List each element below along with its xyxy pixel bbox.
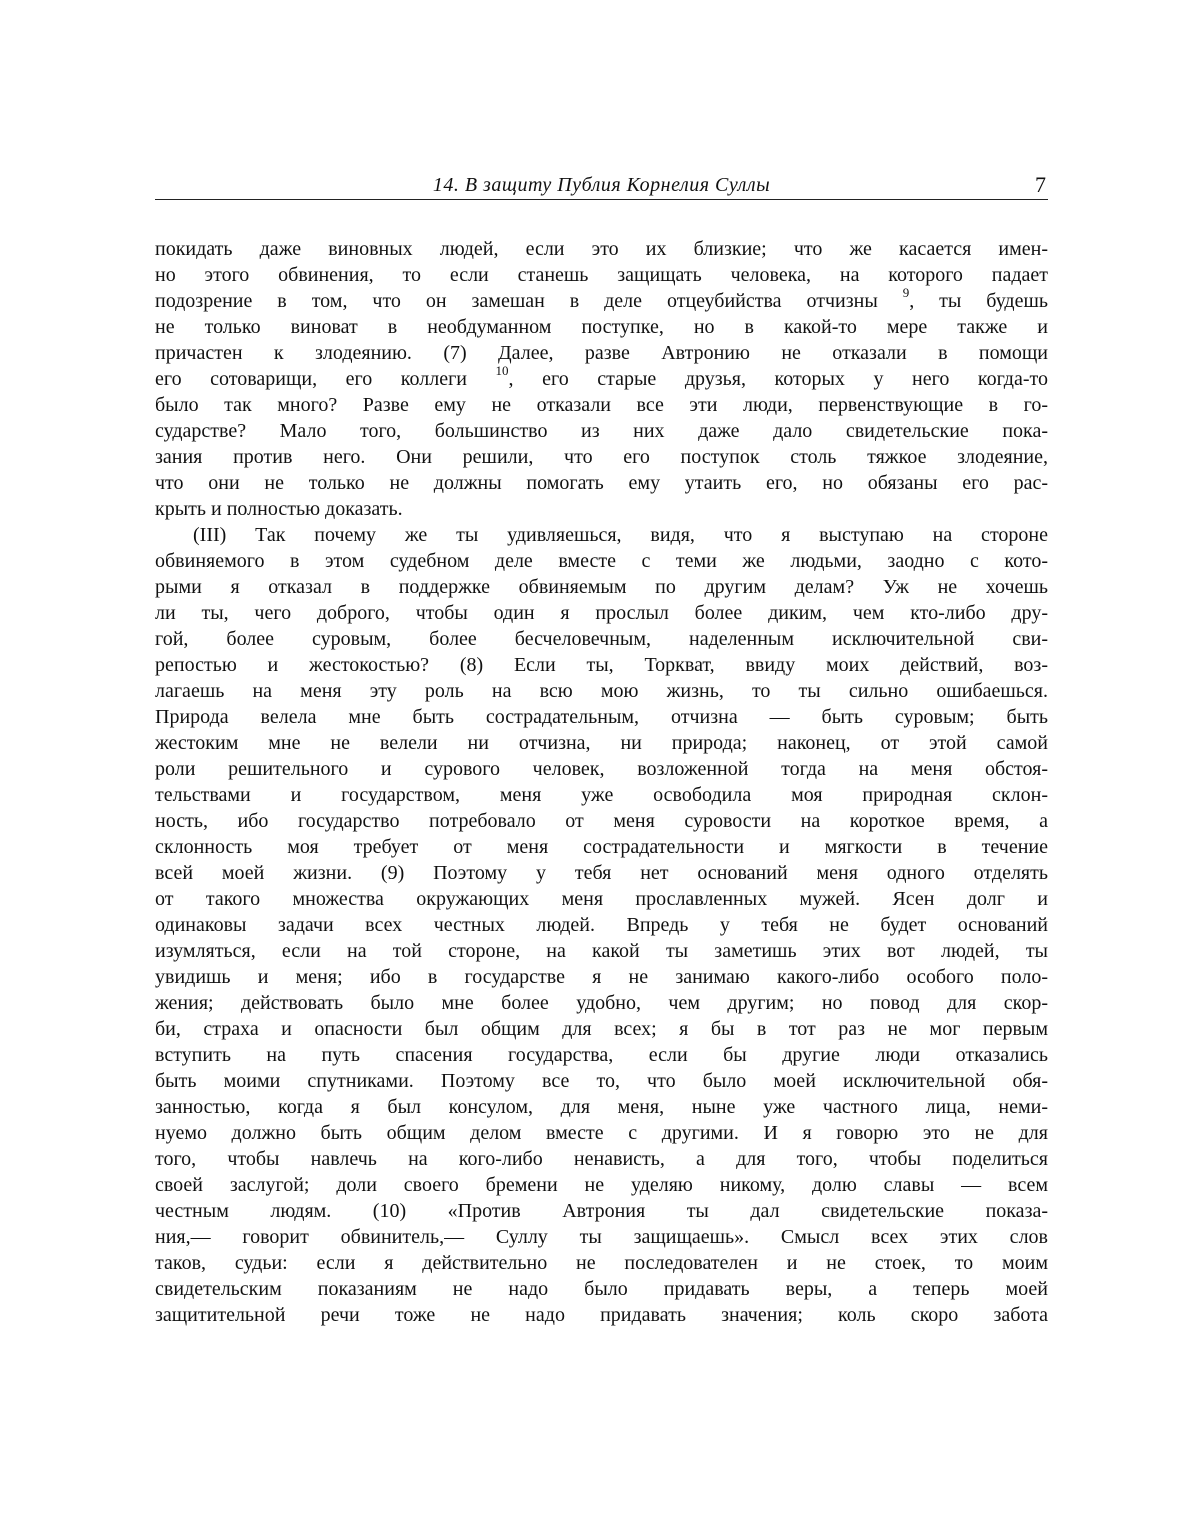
text-line: от такого множества окружающих меня прославленных мужей. Ясен долг и [155, 888, 1048, 910]
text-line: не только виноват в необдуманном поступке, но в какой-то мере также и [155, 316, 1048, 338]
text-line: таков, судьи: если я действительно не последователен и не стоек, то моим [155, 1252, 1048, 1274]
text-segment: подозрение в том, что он замешан в деле отцеубийства отчизны [155, 290, 878, 312]
text-line: зания против него. Они решили, что его поступок столь тяжкое злодеяние, [155, 446, 1048, 468]
text-line: свидетельским показаниям не надо было придавать веры, а теперь моей [155, 1278, 1048, 1300]
text-line: занностью, когда я был консулом, для меня, ныне уже частного лица, неми- [155, 1096, 1048, 1118]
text-line: увидишь и меня; ибо в государстве я не занимаю какого-либо особого поло- [155, 966, 1048, 988]
page-number: 7 [1035, 172, 1046, 197]
text-line: своей заслугой; доли своего бремени не уделяю никому, долю славы — всем [155, 1174, 1048, 1196]
text-line: одинаковы задачи всех честных людей. Впредь у тебя не будет оснований [155, 914, 1048, 936]
text-line: изумляться, если на той стороне, на какой ты заметишь этих вот людей, ты [155, 940, 1048, 962]
text-line: склонность моя требует от меня сострадательности и мягкости в течение [155, 836, 1048, 858]
text-segment: , его старые друзья, которых у него когда-то [508, 368, 1048, 390]
text-line [155, 366, 1048, 392]
text-line [155, 288, 1048, 314]
text-line: ли ты, чего доброго, чтобы один я прослыл более диким, чем кто-либо дру- [155, 602, 1048, 624]
header-rule [155, 199, 1048, 200]
running-title: 14. В защиту Публия Корнелия Суллы [432, 174, 771, 196]
body-text [155, 236, 1048, 1328]
text-line: покидать даже виновных людей, если это их близкие; что же касается имен- [155, 238, 1048, 260]
text-line: жестоким мне не велели ни отчизна, ни природа; наконец, от этой самой [155, 732, 1048, 754]
running-head [155, 172, 1048, 200]
text-line: нуемо должно быть общим делом вместе с другими. И я говорю это не для [155, 1122, 1048, 1144]
text-line: того, чтобы навлечь на кого-либо ненависть, а для того, чтобы поделиться [155, 1148, 1048, 1170]
text-line: причастен к злодеянию. (7) Далее, разве Автронию не отказали в помощи [155, 342, 1048, 364]
text-line: жения; действовать было мне более удобно, чем другим; но повод для скор- [155, 992, 1048, 1014]
text-line: роли решительного и сурового человек, возложенной тогда на меня обстоя- [155, 758, 1048, 780]
text-line: всей моей жизни. (9) Поэтому у тебя нет оснований меня одного отделять [155, 862, 1048, 884]
text-line: честным людям. (10) «Против Автрония ты дал свидетельские показа- [155, 1200, 1048, 1222]
text-line: тельствами и государством, меня уже освободила моя природная склон- [155, 784, 1048, 806]
text-line: обвиняемого в этом судебном деле вместе с теми же людьми, заодно с кото- [155, 550, 1048, 572]
text-line: би, страха и опасности был общим для всех; я бы в тот раз не мог первым [155, 1018, 1048, 1040]
text-line: вступить на путь спасения государства, если бы другие люди отказались [155, 1044, 1048, 1066]
text-line: рыми я отказал в поддержке обвиняемым по другим делам? Уж не хочешь [155, 576, 1048, 598]
footnote-marker: 10 [495, 366, 509, 379]
text-line: гой, более суровым, более бесчеловечным, наделенным исключительной сви- [155, 628, 1048, 650]
text-line: (III) Так почему же ты удивляешься, видя, что я выступаю на стороне [193, 524, 1048, 546]
text-line: Природа велела мне быть сострадательным, отчизна — быть суровым; быть [155, 706, 1048, 728]
text-line: крыть и полностью доказать. [155, 498, 403, 520]
text-line: репостью и жестокостью? (8) Если ты, Торкват, ввиду моих действий, воз- [155, 654, 1048, 676]
text-segment: его сотоварищи, его коллеги [155, 368, 467, 390]
footnote-marker: 9 [902, 288, 910, 301]
text-line: быть моими спутниками. Поэтому все то, что было моей исключительной обя- [155, 1070, 1048, 1092]
text-line: защитительной речи тоже не надо придавать значения; коль скоро забота [155, 1304, 1048, 1326]
text-line: сударстве? Мало того, большинство из них даже дало свидетельские пока- [155, 420, 1048, 442]
text-line: что они не только не должны помогать ему утаить его, но обязаны его рас- [155, 472, 1048, 494]
text-line: было так много? Разве ему не отказали все эти люди, первенствующие в го- [155, 394, 1048, 416]
text-line: ния,— говорит обвинитель,— Суллу ты защищаешь». Смысл всех этих слов [155, 1226, 1048, 1248]
text-segment: , ты будешь [909, 290, 1048, 312]
text-line: но этого обвинения, то если станешь защищать человека, на которого падает [155, 264, 1048, 286]
text-line: лагаешь на меня эту роль на всю мою жизнь, то ты сильно ошибаешься. [155, 680, 1048, 702]
text-line: ность, ибо государство потребовало от меня суровости на короткое время, а [155, 810, 1048, 832]
